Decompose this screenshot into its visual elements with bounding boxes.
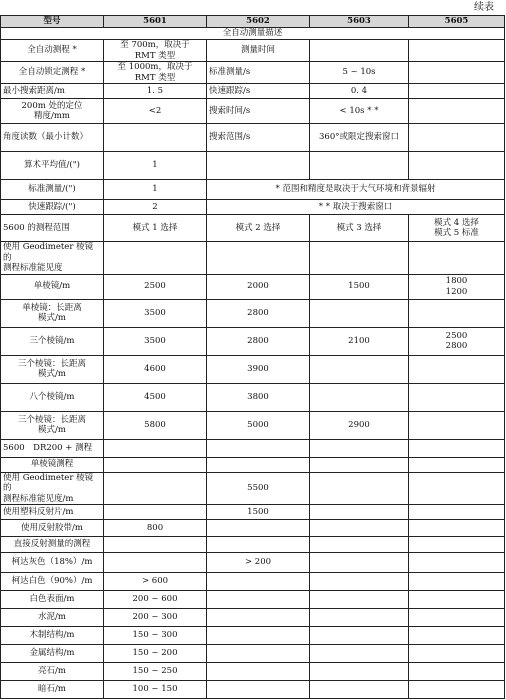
cell-text-line: 模式/m bbox=[38, 369, 66, 379]
table-row bbox=[1, 180, 505, 200]
table-cell bbox=[409, 627, 505, 645]
table-row bbox=[1, 411, 505, 439]
continued-caption: 续表 bbox=[474, 2, 494, 13]
row-label-cell: 金属结构/m bbox=[1, 645, 104, 663]
table-cell bbox=[409, 99, 505, 124]
table-row bbox=[1, 355, 505, 383]
row-label-cell: 算术平均值/(") bbox=[1, 152, 104, 180]
table-row bbox=[1, 537, 505, 553]
row-label-cell: 使用塑料反射片/m bbox=[1, 505, 104, 520]
table-cell bbox=[207, 520, 310, 537]
row-label-cell: 全自动测程 * bbox=[1, 40, 104, 62]
table-cell bbox=[310, 472, 409, 505]
row-label-cell bbox=[1, 242, 104, 275]
cell-text-line: 模式 4 选择 bbox=[434, 217, 479, 228]
table-cell: 模式 1 选择 bbox=[104, 215, 207, 242]
cell-text-line: 单棱镜：长距离 bbox=[22, 302, 82, 313]
row-label-cell: 柯达灰色（18%）/m bbox=[1, 553, 104, 573]
spec-table-body bbox=[1, 16, 505, 699]
table-cell: 搜索时间/s bbox=[207, 99, 310, 124]
table-cell bbox=[409, 505, 505, 520]
row-label-cell: 直接反射测量的测程 bbox=[1, 537, 104, 553]
header-cell-5603: 5603 bbox=[310, 16, 409, 28]
table-row bbox=[1, 573, 505, 591]
table-cell bbox=[207, 439, 310, 457]
header-cell-5602: 5602 bbox=[207, 16, 310, 28]
table-cell: 800 bbox=[104, 520, 207, 537]
table-cell: > 200 bbox=[207, 553, 310, 573]
table-cell bbox=[409, 124, 505, 152]
row-label-cell: 标准测量/(") bbox=[1, 180, 104, 200]
table-cell bbox=[310, 645, 409, 663]
table-cell bbox=[310, 573, 409, 591]
table-row bbox=[1, 439, 505, 457]
table-row bbox=[1, 645, 505, 663]
table-cell: 标准测量/s bbox=[207, 62, 310, 84]
cell-text-line: RMT 类型 bbox=[134, 50, 176, 61]
table-cell: < 10s * * bbox=[310, 99, 409, 124]
table-cell bbox=[409, 411, 505, 439]
table-cell bbox=[409, 609, 505, 627]
row-label-cell: 单棱镜测程 bbox=[1, 457, 104, 472]
row-label-cell bbox=[1, 299, 104, 327]
table-cell bbox=[310, 439, 409, 457]
table-cell bbox=[409, 242, 505, 275]
cell-text-line: 使用 Geodimeter 棱镜的 bbox=[3, 472, 94, 493]
cell-text-line: 测程标准能见度/m bbox=[3, 493, 74, 504]
row-label-cell: 白色表面/m bbox=[1, 591, 104, 609]
table-cell bbox=[409, 355, 505, 383]
row-label-cell: 使用反射胶带/m bbox=[1, 520, 104, 537]
table-row bbox=[1, 553, 505, 573]
table-cell: 5000 bbox=[207, 411, 310, 439]
table-cell: 150 ~ 300 bbox=[104, 627, 207, 645]
cell-text-line: 1200 bbox=[445, 286, 468, 297]
table-cell bbox=[409, 274, 505, 299]
table-cell bbox=[104, 242, 207, 275]
table-cell bbox=[409, 299, 505, 327]
row-label-cell: 水泥/m bbox=[1, 609, 104, 627]
cell-text-line: 2800 bbox=[445, 341, 468, 351]
row-label-cell: 柯达白色（90%）/m bbox=[1, 573, 104, 591]
table-cell bbox=[409, 152, 505, 180]
table-cell bbox=[104, 457, 207, 472]
table-cell bbox=[310, 609, 409, 627]
table-cell: 4600 bbox=[104, 355, 207, 383]
table-row bbox=[1, 609, 505, 627]
table-cell bbox=[310, 152, 409, 180]
table-row bbox=[1, 40, 505, 62]
cell-text-line: 1800 bbox=[445, 276, 468, 286]
table-row bbox=[1, 383, 505, 411]
table-cell: 2100 bbox=[310, 327, 409, 355]
table-cell bbox=[409, 573, 505, 591]
header-cell-model: 型号 bbox=[1, 16, 104, 28]
table-cell bbox=[104, 553, 207, 573]
table-cell bbox=[409, 645, 505, 663]
table-cell bbox=[310, 355, 409, 383]
table-row bbox=[1, 520, 505, 537]
table-cell bbox=[409, 62, 505, 84]
table-cell: 搜索范围/s bbox=[207, 124, 310, 152]
table-cell bbox=[207, 627, 310, 645]
table-cell bbox=[409, 663, 505, 681]
table-row bbox=[1, 591, 505, 609]
cell-text-line: 精度/mm bbox=[34, 111, 70, 121]
table-cell bbox=[409, 215, 505, 242]
row-label-cell: 5600 的测程范围 bbox=[1, 215, 104, 242]
table-cell: 2 bbox=[104, 200, 207, 215]
table-row bbox=[1, 62, 505, 84]
row-label-cell: 八个棱镜/m bbox=[1, 383, 104, 411]
table-cell: 1 bbox=[104, 152, 207, 180]
table-cell: 快速跟踪/s bbox=[207, 84, 310, 99]
cell-text-line: 模式/m bbox=[38, 313, 66, 323]
table-cell bbox=[409, 84, 505, 99]
cell-text-line: 使用 Geodimeter 棱镜的 bbox=[3, 242, 94, 263]
table-cell bbox=[207, 591, 310, 609]
table-cell: 3500 bbox=[104, 327, 207, 355]
table-row bbox=[1, 299, 505, 327]
table-row bbox=[1, 327, 505, 355]
table-cell: 3900 bbox=[207, 355, 310, 383]
table-row bbox=[1, 215, 505, 242]
table-cell: 5 ~ 10s bbox=[310, 62, 409, 84]
table-cell: 3500 bbox=[104, 299, 207, 327]
table-row bbox=[1, 99, 505, 124]
table-cell bbox=[104, 505, 207, 520]
section-title: 全自动测量描述 bbox=[1, 28, 505, 40]
table-cell bbox=[409, 591, 505, 609]
table-cell: 模式 2 选择 bbox=[207, 215, 310, 242]
cell-text-line: 三个棱镜：长距离 bbox=[17, 414, 86, 425]
table-cell: 2500 bbox=[104, 274, 207, 299]
table-cell: 4500 bbox=[104, 383, 207, 411]
table-cell bbox=[310, 663, 409, 681]
table-cell bbox=[310, 242, 409, 275]
table-cell bbox=[310, 681, 409, 699]
table-cell bbox=[310, 627, 409, 645]
table-cell: 1500 bbox=[310, 274, 409, 299]
row-label-cell: 暗石/m bbox=[1, 681, 104, 699]
table-row bbox=[1, 663, 505, 681]
table-cell bbox=[207, 537, 310, 553]
table-cell: 2800 bbox=[207, 299, 310, 327]
header-cell-5605: 5605 bbox=[409, 16, 505, 28]
table-cell: 100 ~ 150 bbox=[104, 681, 207, 699]
table-cell bbox=[310, 383, 409, 411]
table-cell bbox=[409, 327, 505, 355]
table-cell: 1 bbox=[104, 180, 207, 200]
table-cell bbox=[104, 40, 207, 62]
table-cell: 2800 bbox=[207, 327, 310, 355]
table-cell: 模式 3 选择 bbox=[310, 215, 409, 242]
table-row bbox=[1, 124, 505, 152]
table-row bbox=[1, 242, 505, 275]
table-cell bbox=[207, 573, 310, 591]
row-label-cell: 单棱镜/m bbox=[1, 274, 104, 299]
table-cell: 2000 bbox=[207, 274, 310, 299]
row-label-cell: 角度读数（最小计数） bbox=[1, 124, 104, 152]
table-cell: 5800 bbox=[104, 411, 207, 439]
table-cell: <2 bbox=[104, 99, 207, 124]
table-cell bbox=[310, 537, 409, 553]
table-cell bbox=[104, 472, 207, 505]
table-cell bbox=[409, 457, 505, 472]
table-cell bbox=[409, 439, 505, 457]
table-cell bbox=[104, 124, 207, 152]
table-cell: 测量时间 bbox=[207, 40, 310, 62]
section-title-row bbox=[1, 28, 505, 40]
header-row bbox=[1, 16, 505, 28]
table-cell bbox=[104, 537, 207, 553]
table-cell: 150 ~ 250 bbox=[104, 663, 207, 681]
row-label-cell: 亮石/m bbox=[1, 663, 104, 681]
table-cell bbox=[207, 152, 310, 180]
table-row bbox=[1, 152, 505, 180]
table-row bbox=[1, 457, 505, 472]
row-label-cell bbox=[1, 355, 104, 383]
table-cell bbox=[310, 520, 409, 537]
table-cell bbox=[310, 553, 409, 573]
table-cell bbox=[207, 457, 310, 472]
cell-text-line: RMT 类型 bbox=[134, 72, 176, 83]
cell-text-line: 200m 处的定位 bbox=[21, 100, 83, 111]
table-cell bbox=[104, 62, 207, 84]
row-label-cell: 全自动锁定测程 * bbox=[1, 62, 104, 84]
row-label-cell bbox=[1, 472, 104, 505]
table-cell: 3800 bbox=[207, 383, 310, 411]
table-cell bbox=[310, 457, 409, 472]
row-label-cell: 快速跟踪/(") bbox=[1, 200, 104, 215]
table-cell: 1500 bbox=[207, 505, 310, 520]
cell-text-line: 测程标准能见度 bbox=[3, 263, 63, 273]
table-cell: * 范围和精度是取决于大气环境和背景辐射 bbox=[207, 180, 505, 200]
table-cell: 360°或限定搜索窗口 bbox=[310, 124, 409, 152]
table-cell bbox=[104, 439, 207, 457]
row-label-cell bbox=[1, 411, 104, 439]
table-cell bbox=[409, 537, 505, 553]
row-label-cell: 5600 DR200 + 测程 bbox=[1, 439, 104, 457]
table-cell: 200 ~ 300 bbox=[104, 609, 207, 627]
row-label-cell: 木制结构/m bbox=[1, 627, 104, 645]
table-cell: > 600 bbox=[104, 573, 207, 591]
cell-text-line: 模式 5 标准 bbox=[434, 228, 479, 238]
table-cell bbox=[409, 383, 505, 411]
row-label-cell: 最小搜索距离/m bbox=[1, 84, 104, 99]
table-cell: 200 ~ 600 bbox=[104, 591, 207, 609]
table-row bbox=[1, 472, 505, 505]
table-row bbox=[1, 274, 505, 299]
row-label-cell: 三个棱镜/m bbox=[1, 327, 104, 355]
table-cell: 5500 bbox=[207, 472, 310, 505]
table-cell bbox=[207, 609, 310, 627]
table-cell bbox=[310, 40, 409, 62]
table-cell bbox=[409, 681, 505, 699]
cell-text-line: 至 1000m，取决于 bbox=[117, 62, 193, 72]
table-cell bbox=[207, 645, 310, 663]
table-row bbox=[1, 505, 505, 520]
spec-table bbox=[0, 15, 505, 699]
table-cell bbox=[409, 472, 505, 505]
table-row bbox=[1, 681, 505, 699]
table-cell bbox=[310, 591, 409, 609]
table-cell bbox=[207, 242, 310, 275]
table-cell bbox=[409, 553, 505, 573]
row-label-cell bbox=[1, 99, 104, 124]
table-cell bbox=[207, 681, 310, 699]
table-cell bbox=[310, 505, 409, 520]
table-cell bbox=[409, 520, 505, 537]
table-cell: 0. 4 bbox=[310, 84, 409, 99]
table-cell: 2900 bbox=[310, 411, 409, 439]
table-cell: 150 ~ 200 bbox=[104, 645, 207, 663]
header-cell-5601: 5601 bbox=[104, 16, 207, 28]
table-cell: * * 取决于搜索窗口 bbox=[207, 200, 505, 215]
table-cell bbox=[207, 663, 310, 681]
table-cell: 1. 5 bbox=[104, 84, 207, 99]
table-row bbox=[1, 84, 505, 99]
table-row bbox=[1, 627, 505, 645]
cell-text-line: 三个棱镜：长距离 bbox=[17, 358, 86, 369]
table-cell bbox=[409, 40, 505, 62]
table-row bbox=[1, 200, 505, 215]
cell-text-line: 至 700m，取决于 bbox=[120, 40, 190, 50]
cell-text-line: 2500 bbox=[445, 330, 468, 341]
table-cell bbox=[310, 299, 409, 327]
cell-text-line: 模式/m bbox=[38, 425, 66, 435]
